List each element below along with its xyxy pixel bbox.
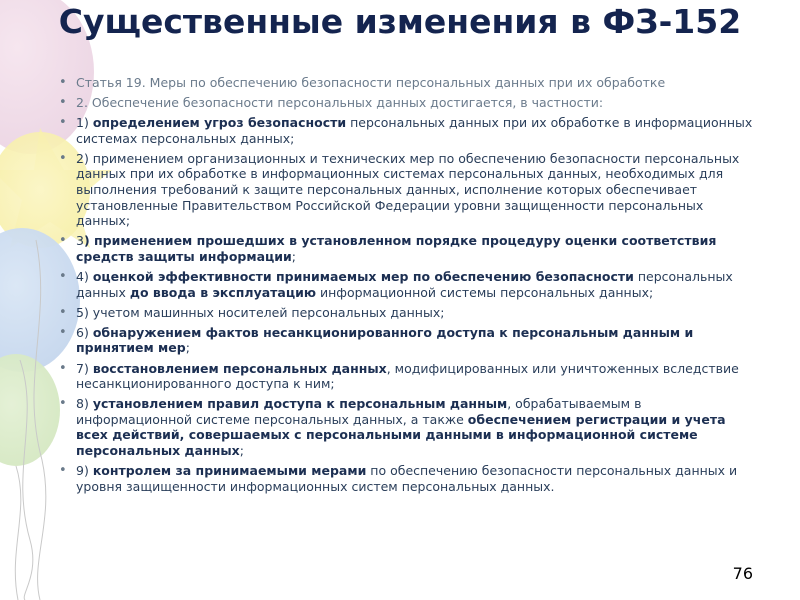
bullet-text: 4) [76,269,93,285]
bullet-bold-text: восстановлением персональных данных [92,360,387,376]
bullet-text: Статья 19. Меры по обеспечению безопасности персональных данных при их обработке [76,75,666,90]
bullet-text: 2. Обеспечение безопасности персональных данных достигается, в частности: [76,95,604,111]
bullet-text: ; [291,248,297,264]
bullet-bold-text: оценкой эффективности принимаемых мер по обеспечению безопасности [92,269,634,285]
bullet-item [56,75,756,91]
bullet-text: 5) учетом машинных носителей персональных данных; [76,304,445,320]
bullet-text: по обеспечению безопасности персональных данных и уровня защищенности информационных систем персональных данных. [76,463,738,494]
page-number: 76 [732,564,753,583]
bullet-bold-text: установлением правил доступа к персональным данным [92,396,508,412]
bullet-text: ; [185,340,190,356]
bullet-text: персональных данных [76,269,733,300]
bullet-bold-text: ) применением прошедших в установленном порядке процедуру оценки соответствия средств защиты информации [76,233,717,264]
bullet-text: , обрабатываемым в информационной системе персональных данных, а также [76,396,642,427]
bullet-text: персональных данных при их обработке в информационных системах персональных данных; [76,115,753,146]
bullet-text: , модифицированных или уничтоженных вследствие несанкционированного доступа к ним; [76,360,739,392]
bullet-item [56,463,756,494]
bullet-item [56,233,756,264]
bullet-text: 3 [76,233,84,249]
bullet-item [56,305,756,321]
bullet-item [56,269,756,300]
bullet-item [56,115,756,146]
bullet-bold-text: обнаружением фактов несанкционированного доступа к персональным данным и принятием мер [76,324,694,356]
bullet-bold-text: определением угроз безопасности [92,115,347,131]
balloon-green [0,354,60,466]
bullet-list [56,75,756,499]
bullet-bold-text: контролем за принимаемыми мерами [92,463,367,479]
bullet-text: 8) [76,396,93,412]
bullet-bold-text: обеспечением регистрации и учета всех действий, совершаемых с персональными данными в информационной системе персональных данных [76,411,726,458]
bullet-text: 6) [76,324,93,340]
bullet-text: 7) [76,360,93,376]
bullet-item [56,325,756,356]
slide-title: Существенные изменения в ФЗ-152 [58,2,742,41]
bullet-item [56,151,756,229]
bullet-text: 1) [76,115,93,131]
bullet-text: 2) применением организационных и технических мер по обеспечению безопасности персональных данных при их обработке в информационных системах персональных данных, необходимых для выполнения требований к защите персональных данных, исполнение которых обеспечивает установленные Правительством Российской Федерации уровни защищенности персональных данных; [76,150,740,229]
bullet-text: ; [239,442,244,458]
bullet-text: информационной системы персональных данных; [316,284,654,300]
bullet-text: 9) [76,463,93,479]
bullet-item [56,95,756,111]
bullet-bold-text: до ввода в эксплуатацию [129,284,317,300]
bullet-item [56,361,756,392]
bullet-item [56,396,756,458]
